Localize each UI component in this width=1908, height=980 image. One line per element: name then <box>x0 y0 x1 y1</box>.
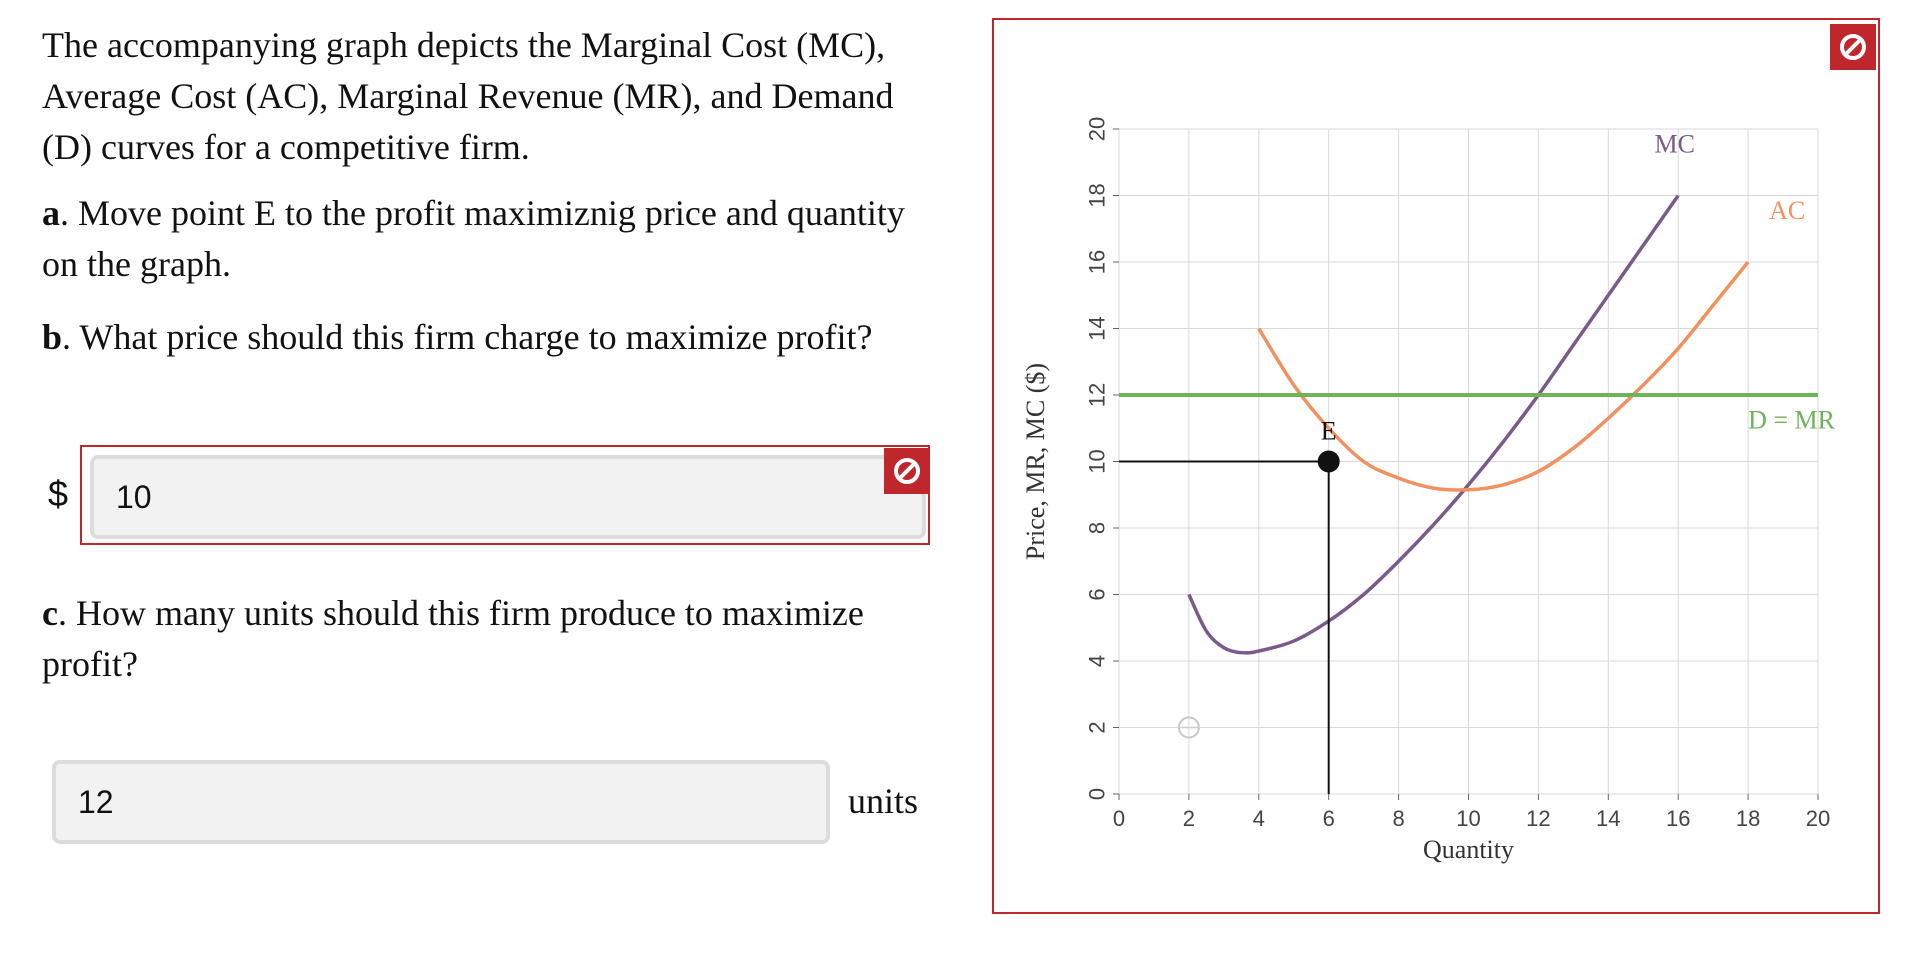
part-c-letter: c <box>42 593 58 633</box>
x-tick-label: 16 <box>1665 806 1691 831</box>
part-c-text: . How many units should this firm produce to maximize profit? <box>42 593 864 684</box>
y-tick-label: 6 <box>1084 588 1110 601</box>
graph-container <box>992 18 1880 914</box>
y-axis-title: Price, MR, MC ($) <box>1021 362 1050 561</box>
point-e-handle[interactable] <box>1318 451 1340 473</box>
part-a-text: . Move point E to the profit maximiznig price and quantity on the graph. <box>42 193 905 284</box>
y-tick-label: 20 <box>1084 116 1110 142</box>
x-tick-label: 8 <box>1392 806 1405 831</box>
prohibited-icon <box>1830 24 1876 70</box>
mc-curve <box>1189 196 1678 653</box>
x-tick-label: 4 <box>1252 806 1265 831</box>
x-axis-title: Quantity <box>1423 835 1514 864</box>
x-tick-label: 14 <box>1596 806 1621 831</box>
part-b-letter: b <box>42 317 63 357</box>
x-tick-label: 0 <box>1112 806 1126 831</box>
prohibited-icon <box>884 448 930 494</box>
question-part-b <box>42 312 922 363</box>
y-tick-label: 12 <box>1084 382 1110 408</box>
part-b-text: . What price should this firm charge to maximize profit? <box>62 317 873 357</box>
x-tick-label: 18 <box>1735 806 1761 831</box>
question-part-a <box>42 188 922 290</box>
ac-curve-label: AC <box>1769 195 1806 225</box>
y-tick-label: 4 <box>1084 654 1110 668</box>
y-tick-label: 0 <box>1084 787 1110 801</box>
y-tick-label: 16 <box>1084 249 1110 275</box>
x-tick-label: 2 <box>1182 806 1196 831</box>
y-tick-label: 10 <box>1084 449 1110 474</box>
y-tick-label: 14 <box>1084 316 1110 341</box>
cost-revenue-chart[interactable] <box>994 20 1880 914</box>
x-tick-label: 20 <box>1805 806 1831 831</box>
units-input[interactable] <box>52 760 830 844</box>
mc-curve-label: MC <box>1654 129 1695 159</box>
part-a-letter: a <box>42 193 60 233</box>
y-tick-label: 8 <box>1084 521 1110 535</box>
currency-symbol: $ <box>48 473 69 514</box>
y-tick-label: 2 <box>1084 721 1110 734</box>
point-e-label: E <box>1320 416 1337 446</box>
price-input[interactable] <box>90 455 926 539</box>
price-answer-container <box>80 445 930 545</box>
x-tick-label: 10 <box>1456 806 1481 831</box>
x-tick-label: 6 <box>1322 806 1335 831</box>
y-tick-label: 18 <box>1084 183 1110 208</box>
d-mr-curve-label: D = MR <box>1748 405 1836 435</box>
question-part-c <box>42 588 922 690</box>
units-label: units <box>848 781 919 821</box>
question-intro: The accompanying graph depicts the Marginal Cost (MC), Average Cost (AC), Marginal Revenue (MR), and Demand (D) curves for a competitive firm. <box>42 25 894 167</box>
x-tick-label: 12 <box>1526 806 1551 831</box>
